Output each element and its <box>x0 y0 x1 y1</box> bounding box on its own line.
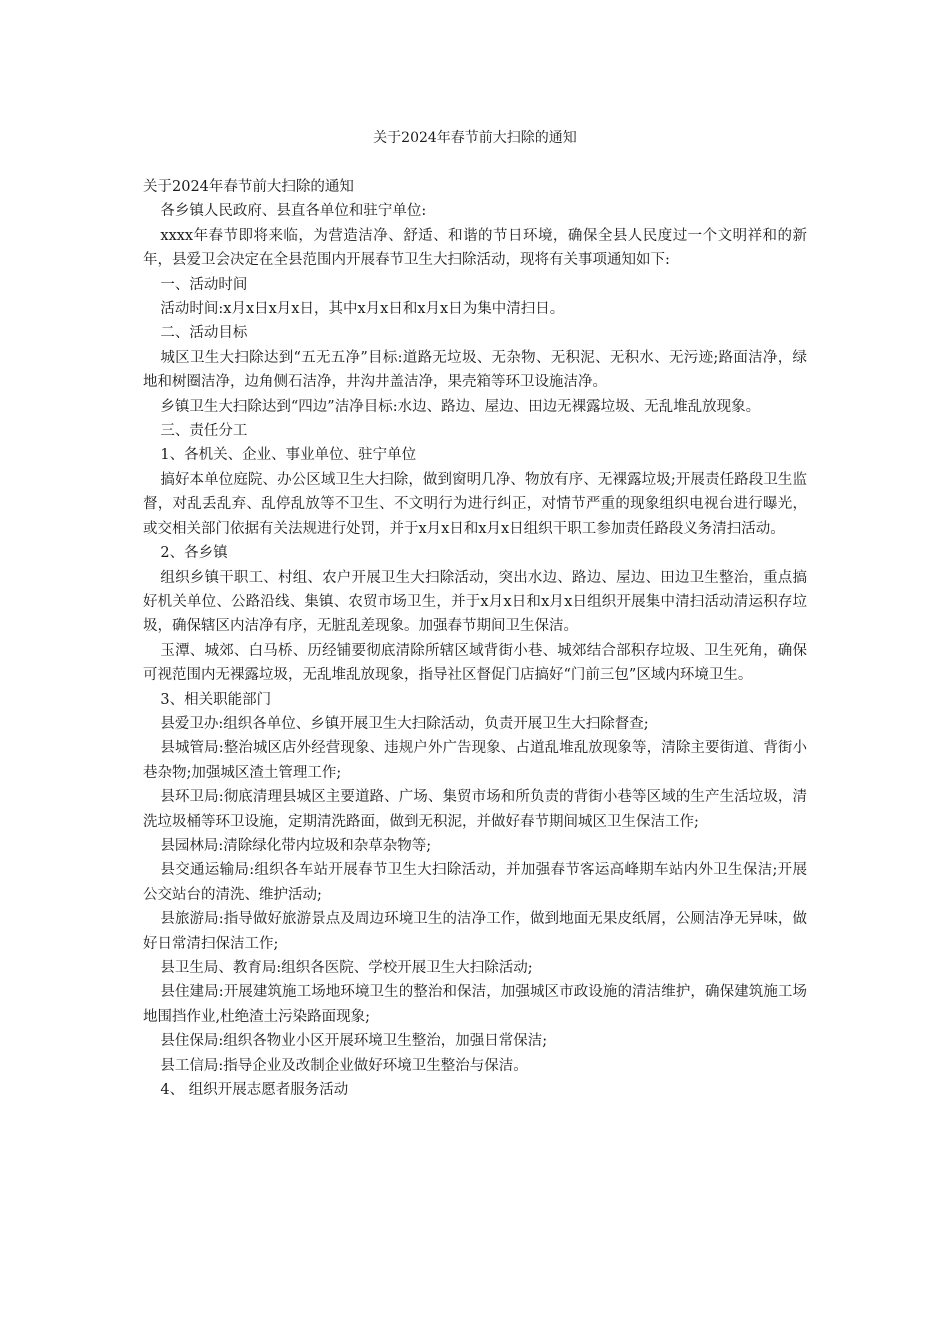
paragraph-chengguan: 县城管局:整治城区店外经营现象、违规户外广告现象、占道乱堆乱放现象等，清除主要街道、背街小巷杂物;加强城区渣土管理工作; <box>143 740 807 781</box>
paragraph-aiweiban: 县爱卫办:组织各单位、乡镇开展卫生大扫除活动，负责开展卫生大扫除督查; <box>160 715 649 732</box>
paragraph-districts: 玉潭、城郊、白马桥、历经铺要彻底清除所辖区域背街小巷、城郊结合部积存垃圾、卫生死角，确保可视范围内无裸露垃圾，无乱堆乱放现象，指导社区督促门店搞好“门前三包”区域内环境卫生。 <box>143 642 807 684</box>
section-heading-duty: 三、责任分工 <box>160 423 248 440</box>
paragraph-gongxin: 县工信局:指导企业及改制企业做好环境卫生整治与保洁。 <box>160 1057 528 1074</box>
paragraph-lvyou: 县旅游局:指导做好旅游景点及周边环境卫生的洁净工作，做到地面无果皮纸屑，公厕洁净无异味，做好日常清扫保洁工作; <box>143 911 807 952</box>
salutation: 各乡镇人民政府、县直各单位和驻宁单位: <box>160 203 427 220</box>
subheading-departments: 3、相关职能部门 <box>160 691 272 708</box>
paragraph-zhujian: 县住建局:开展建筑施工场地环境卫生的整治和保洁，加强城区市政设施的清洁维护，确保建筑施工场地围挡作业,杜绝渣土污染路面现象; <box>143 984 807 1025</box>
section-heading-time: 一、活动时间 <box>160 276 248 293</box>
paragraph-yuanlin: 县园林局:清除绿化带内垃圾和杂草杂物等; <box>160 837 432 854</box>
body-heading: 关于2024年春节前大扫除的通知 <box>143 179 354 195</box>
paragraph-city-goal: 城区卫生大扫除达到“五无五净”目标:道路无垃圾、无杂物、无积泥、无积水、无污迹;路面洁净，绿地和树圈洁净，边角侧石洁净，井沟井盖洁净，果壳箱等环卫设施洁净。 <box>143 349 807 391</box>
subheading-volunteers: 4、 组织开展志愿者服务活动 <box>160 1082 349 1099</box>
document-body <box>143 175 807 1102</box>
subheading-towns: 2、各乡镇 <box>160 545 228 562</box>
paragraph-agencies: 搞好本单位庭院、办公区域卫生大扫除，做到窗明几净、物放有序、无裸露垃圾;开展责任路段卫生监督，对乱丢乱弃、乱停乱放等不卫生、不文明行为进行纠正，对情节严重的现象组织电视台进行曝光，或交相关部门依据有关法规进行处罚，并于x月x日和x月x日组织干职工参加责任路段义务清扫活动。 <box>143 471 807 537</box>
page-title: 关于2024年春节前大扫除的通知 <box>373 130 577 146</box>
paragraph-time: 活动时间:x月x日x月x日，其中x月x日和x月x日为集中清扫日。 <box>160 301 565 318</box>
paragraph-huanwei: 县环卫局:彻底清理县城区主要道路、广场、集贸市场和所负责的背街小巷等区域的生产生活垃圾，清洗垃圾桶等环卫设施，定期清洗路面，做到无积泥，并做好春节期间城区卫生保洁工作; <box>143 789 807 830</box>
paragraph-town-goal: 乡镇卫生大扫除达到“四边”洁净目标:水边、路边、屋边、田边无裸露垃圾、无乱堆乱放现象。 <box>160 398 761 415</box>
paragraph-zhubao: 县住保局:组织各物业小区开展环境卫生整治，加强日常保洁; <box>160 1033 548 1050</box>
intro-paragraph: xxxx年春节即将来临，为营造洁净、舒适、和谐的节日环境，确保全县人民度过一个文明祥和的新年，县爱卫会决定在全县范围内开展春节卫生大扫除活动，现将有关事项通知如下: <box>143 227 807 269</box>
paragraph-jiaotong: 县交通运输局:组织各车站开展春节卫生大扫除活动，并加强春节客运高峰期车站内外卫生保洁;开展公交站台的清洗、维护活动; <box>143 862 807 903</box>
section-heading-goal: 二、活动目标 <box>160 325 248 342</box>
paragraph-towns: 组织乡镇干职工、村组、农户开展卫生大扫除活动，突出水边、路边、屋边、田边卫生整治，重点搞好机关单位、公路沿线、集镇、农贸市场卫生，并于x月x日和x月x日组织开展集中清扫活动清运积存垃圾，确保辖区内洁净有序，无脏乱差现象。加强春节期间卫生保洁。 <box>143 569 807 635</box>
paragraph-weisheng-jiaoyu: 县卫生局、教育局:组织各医院、学校开展卫生大扫除活动; <box>160 960 533 976</box>
subheading-agencies: 1、各机关、企业、事业单位、驻宁单位 <box>160 447 417 464</box>
